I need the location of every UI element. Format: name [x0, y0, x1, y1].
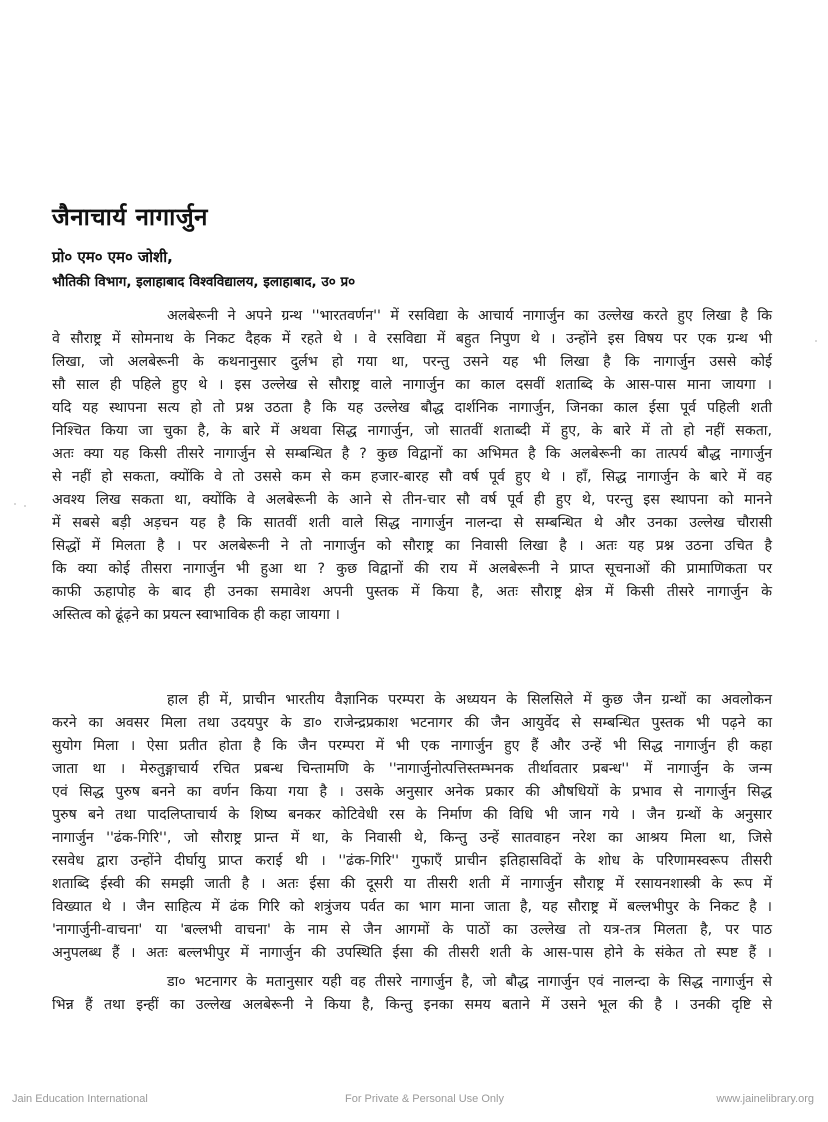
paragraph-line: वे सौराष्ट्र में सोमनाथ के निकट दैहक में रहते थे । वे रसविद्या में बहुत निपुण थे । उन्होंने इस विषय पर एक ग्रन्थ भी: [52, 331, 772, 347]
paragraph-line: जाता था । मेरुतुङ्गाचार्य रचित प्रबन्ध चिन्तामणि के ''नागार्जुनोत्पत्तिस्तम्भनक तीर्थावतार प्रबन्ध'' में नागार्जुन के जन्म: [52, 761, 772, 777]
paragraph-line: अतः क्या यह किसी तीसरे नागार्जुन से सम्बन्धित है ? कुछ विद्वानों का अभिमत है कि अलबेरूनी का तात्पर्य बौद्ध नागार्जुन: [52, 446, 772, 462]
author-affiliation: भौतिकी विभाग, इलाहाबाद विश्वविद्यालय, इलाहाबाद, उ० प्र०: [52, 274, 356, 290]
paragraph-line: सिद्धों में मिलता है । पर अलबेरूनी ने तो नागार्जुन को सौराष्ट्र का निवासी लिखा है । अतः यह प्रश्न उठना उचित है: [52, 538, 772, 554]
paragraph-line: पुरुष बने तथा पादलिप्ताचार्य के शिष्य बनकर कोटिवेधी रस के निर्माण की विधि भी जान गये । जैन ग्रन्थों के अनुसार: [52, 807, 772, 823]
paragraph-line: डा० भटनागर के मतानुसार यही वह तीसरे नागार्जुन है, जो बौद्ध नागार्जुन एवं नालन्दा के सिद्ध नागार्जुन से: [167, 974, 772, 990]
paragraph-line: भिन्न हैं तथा इन्हीं का उल्लेख अलबेरूनी ने किया है, किन्तु इनका समय बताने में उसने भूल की है । उनकी दृष्टि से: [52, 997, 772, 1013]
paragraph-line: अनुपलब्ध हैं । अतः बल्लभीपुर में नागार्जुन की उपस्थिति ईसा की तीसरी शती के आस-पास होने के संकेत तो स्पष्ट हैं ।: [52, 945, 772, 961]
paragraph-line: सुयोग मिला । ऐसा प्रतीत होता है कि जैन परम्परा में भी एक नागार्जुन हुए हैं और उन्हें भी सिद्ध नागार्जुन ही कहा: [52, 738, 772, 754]
paragraph-line: अवश्य लिख सकता था, क्योंकि वे अलबेरूनी के आने से तीन-चार सौ वर्ष पूर्व ही हुए थे, परन्तु इस स्थापना को मानने: [52, 492, 772, 508]
paragraph-line: करने का अवसर मिला तथा उदयपुर के डा० राजेन्द्रप्रकाश भटनागर की जैन आयुर्वेद से सम्बन्धित पुस्तक भी पढ़ने का: [52, 715, 772, 731]
paragraph-line: रसवेध द्वारा उन्होंने दीर्घायु प्राप्त कराई थी । ''ढंक-गिरि'' गुफाएँ प्राचीन इतिहासविदों के शोध के परिणामस्वरूप तीसरी: [52, 853, 772, 869]
paragraph-line: 'नागार्जुनी-वाचना' या 'बल्लभी वाचना' के नाम से जैन आगमों के पाठों का उल्लेख तो यत्र-तत्र मिलता है, पर पाठ: [52, 922, 772, 938]
paragraph-line: शताब्दि ईस्वी की समझी जाती है । अतः ईसा की दूसरी या तीसरी शती में नागार्जुन सौराष्ट्र में रसायनशास्त्री के रूप में: [52, 876, 772, 892]
footer-publisher: Jain Education International: [12, 1093, 148, 1105]
footer-website-link[interactable]: www.jainelibrary.org: [716, 1093, 814, 1105]
paragraph-line: अस्तित्व को ढूंढ़ने का प्रयत्न स्वाभाविक ही कहा जायगा ।: [52, 607, 340, 623]
author-name: प्रो० एम० एम० जोशी,: [52, 248, 173, 266]
paragraph-line: निश्चित किया जा चुका है, के बारे में अथवा सिद्ध नागार्जुन, जो सातवीं शताब्दी में हुए, के बारे में तो हो नहीं सकता,: [52, 423, 772, 439]
paragraph-line: नागार्जुन ''ढंक-गिरि'', जो सौराष्ट्र प्रान्त में था, के निवासी थे, किन्तु उन्हें सातवाहन नरेश का आश्रय मिला था, जिसे: [52, 830, 772, 846]
paragraph-line: कि क्या कोई तीसरा नागार्जुन भी हुआ था ? कुछ विद्वानों की राय में अलबेरूनी ने प्राप्त सूचनाओं की प्रामाणिकता पर: [52, 561, 772, 577]
paragraph-line: यदि यह स्थापना सत्य हो तो प्रश्न उठता है कि यह उल्लेख बौद्ध दार्शनिक नागार्जुन, जिनका काल ईसा पूर्व पहिली शती: [52, 400, 772, 416]
paragraph-line: सौ साल ही पहिले हुए थे । इस उल्लेख से सौराष्ट्र वाले नागार्जुन का काल दसवीं शताब्दि के आस-पास माना जायगा ।: [52, 377, 772, 393]
paragraph-line: लिखा, जो अलबेरूनी के कथनानुसार दुर्लभ हो गया था, परन्तु उसने यह भी लिखा है कि नागार्जुन उससे कोई: [52, 354, 772, 370]
scan-speck: [24, 505, 26, 507]
paragraph-line: एवं सिद्ध पुरुष बनने का वर्णन किया गया है । उसके अनुसार अनेक प्रकार की औषधियों के प्रभाव से नागार्जुन सिद्ध: [52, 784, 772, 800]
article-title: जैनाचार्य नागार्जुन: [52, 203, 208, 231]
paragraph-line: में सबसे बड़ी अड़चन यह है कि सातवीं शती वाले सिद्ध नागार्जुन नालन्दा से सम्बन्धित थे और उनका उल्लेख चौरासी: [52, 515, 772, 531]
paragraph-line: हाल ही में, प्राचीन भारतीय वैज्ञानिक परम्परा के अध्ययन के सिलसिले में कुछ जैन ग्रन्थों का अवलोकन: [167, 692, 772, 708]
paragraph-line: काफी ऊहापोह के बाद ही उनका समावेश अपनी पुस्तक में किया है, अतः सौराष्ट्र क्षेत्र में किसी तीसरे नागार्जुन के: [52, 584, 772, 600]
paragraph-line: विख्यात थे । जैन साहित्य में ढंक गिरि को शत्रुंजय पर्वत का भाग माना जाता है, यह सौराष्ट्र में बल्लभीपुर के निकट है ।: [52, 899, 772, 915]
scan-speck: [815, 340, 817, 342]
scan-speck: [14, 503, 16, 505]
paragraph-line: अलबेरूनी ने अपने ग्रन्थ ''भारतवर्णन'' में रसविद्या के आचार्य नागार्जुन का उल्लेख करते हुए लिखा है कि: [167, 308, 772, 324]
footer-usage-notice: For Private & Personal Use Only: [345, 1093, 504, 1105]
paragraph-line: से नहीं हो सकता, क्योंकि वे तो उससे कम से कम हजार-बारह सौ वर्ष पूर्व हुए थे । हाँ, सिद्ध नागार्जुन के बारे में वह: [52, 469, 772, 485]
